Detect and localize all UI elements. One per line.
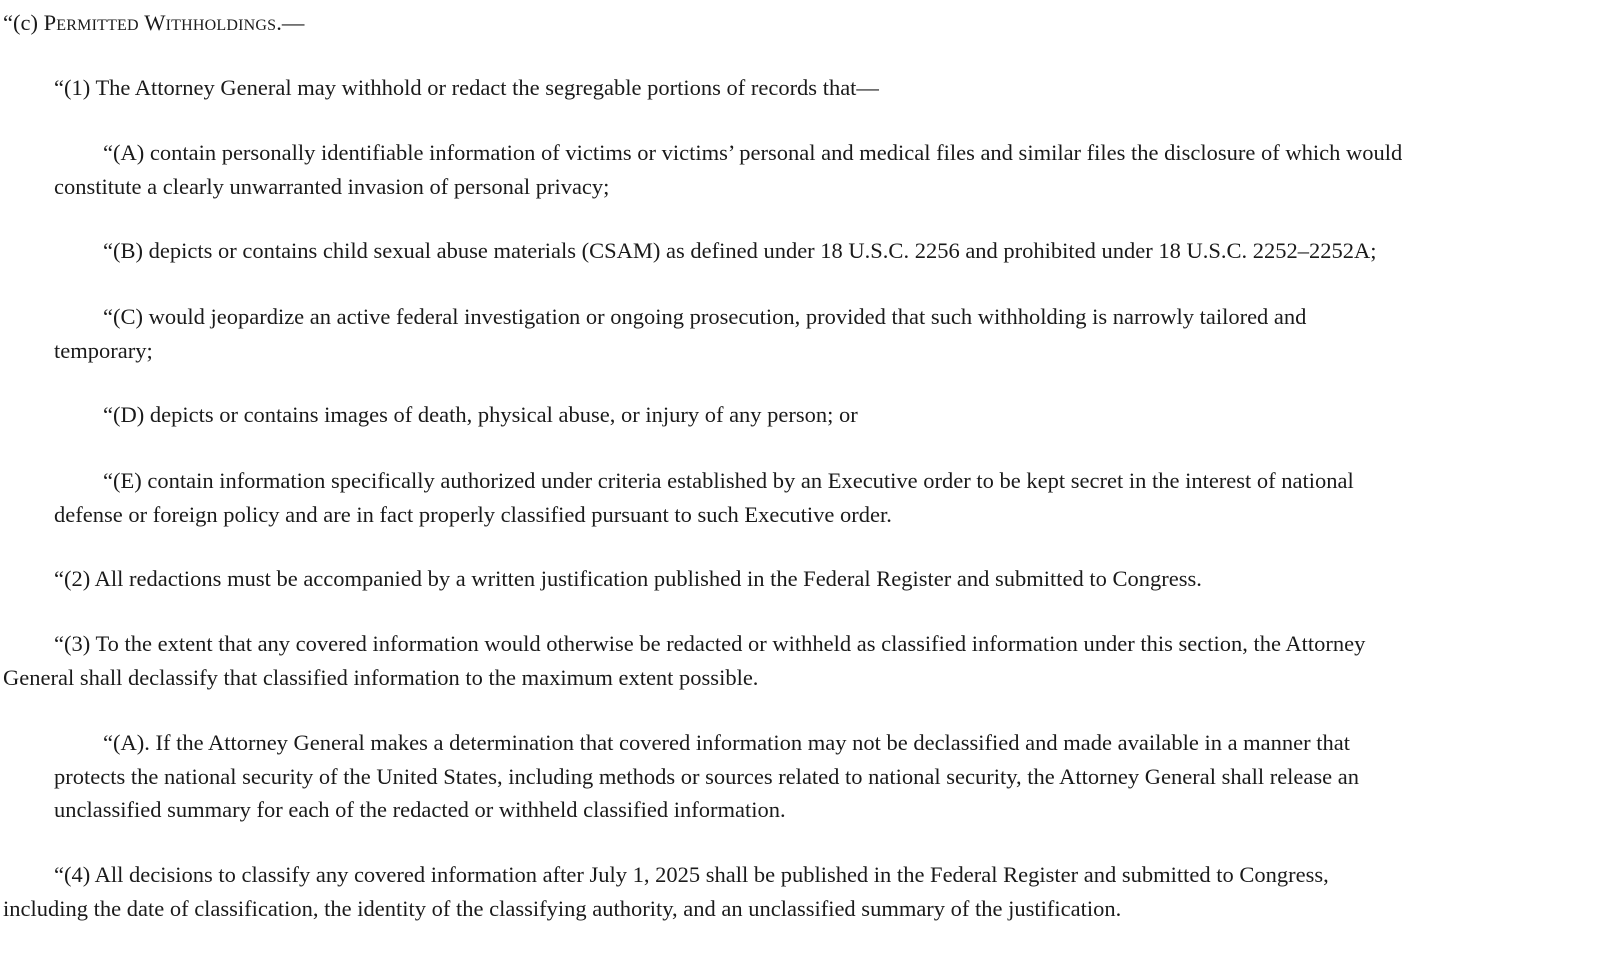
paragraph-1C-line-2: temporary;	[54, 338, 153, 363]
paragraph-1B-line-1: “(B) depicts or contains child sexual abuse materials (CSAM) as defined under 18 U.S.C. 2256 and prohibited under 18 U.S.C. 2252–2252A;	[103, 238, 1377, 263]
paragraph-1A-line-2: constitute a clearly unwarranted invasion of personal privacy;	[54, 174, 610, 199]
paragraph-1C-line-1: “(C) would jeopardize an active federal investigation or ongoing prosecution, provided that such withholding is narrowly tailored and	[103, 304, 1307, 329]
paragraph-2-line-1: “(2) All redactions must be accompanied by a written justification published in the Federal Register and submitted to Congress.	[54, 566, 1202, 591]
section-heading-suffix: .—	[276, 10, 305, 35]
paragraph-3-line-2: General shall declassify that classified information to the maximum extent possible.	[3, 665, 759, 690]
paragraph-4-line-2: including the date of classification, the identity of the classifying authority, and an unclassified summary of the justification.	[3, 896, 1122, 921]
paragraph-4-line-1: “(4) All decisions to classify any covered information after July 1, 2025 shall be published in the Federal Register and submitted to Congress,	[54, 862, 1329, 887]
paragraph-3-line-1: “(3) To the extent that any covered information would otherwise be redacted or withheld as classified information under this section, the Attorney	[54, 631, 1366, 656]
paragraph-3A-line-2: protects the national security of the United States, including methods or sources related to national security, the Attorney General shall release an	[54, 764, 1360, 789]
paragraph-1D-line-1: “(D) depicts or contains images of death, physical abuse, or injury of any person; or	[103, 402, 858, 427]
paragraph-1E-line-1: “(E) contain information specifically authorized under criteria established by an Executive order to be kept secret in the interest of national	[103, 468, 1354, 493]
paragraph-1-line-1: “(1) The Attorney General may withhold or redact the segregable portions of records that—	[54, 75, 879, 100]
paragraph-3A-line-1: “(A). If the Attorney General makes a determination that covered information may not be declassified and made available in a manner that	[103, 730, 1351, 755]
section-heading-title: Permitted Withholdings	[43, 10, 277, 35]
paragraph-1E-line-2: defense or foreign policy and are in fact properly classified pursuant to such Executive order.	[54, 502, 892, 527]
section-heading	[3, 9, 304, 37]
paragraph-1A-line-1: “(A) contain personally identifiable information of victims or victims’ personal and medical files and similar files the disclosure of which would	[103, 140, 1403, 165]
section-heading-prefix: “(c)	[3, 10, 44, 35]
paragraph-3A-line-3: unclassified summary for each of the redacted or withheld classified information.	[54, 797, 786, 822]
